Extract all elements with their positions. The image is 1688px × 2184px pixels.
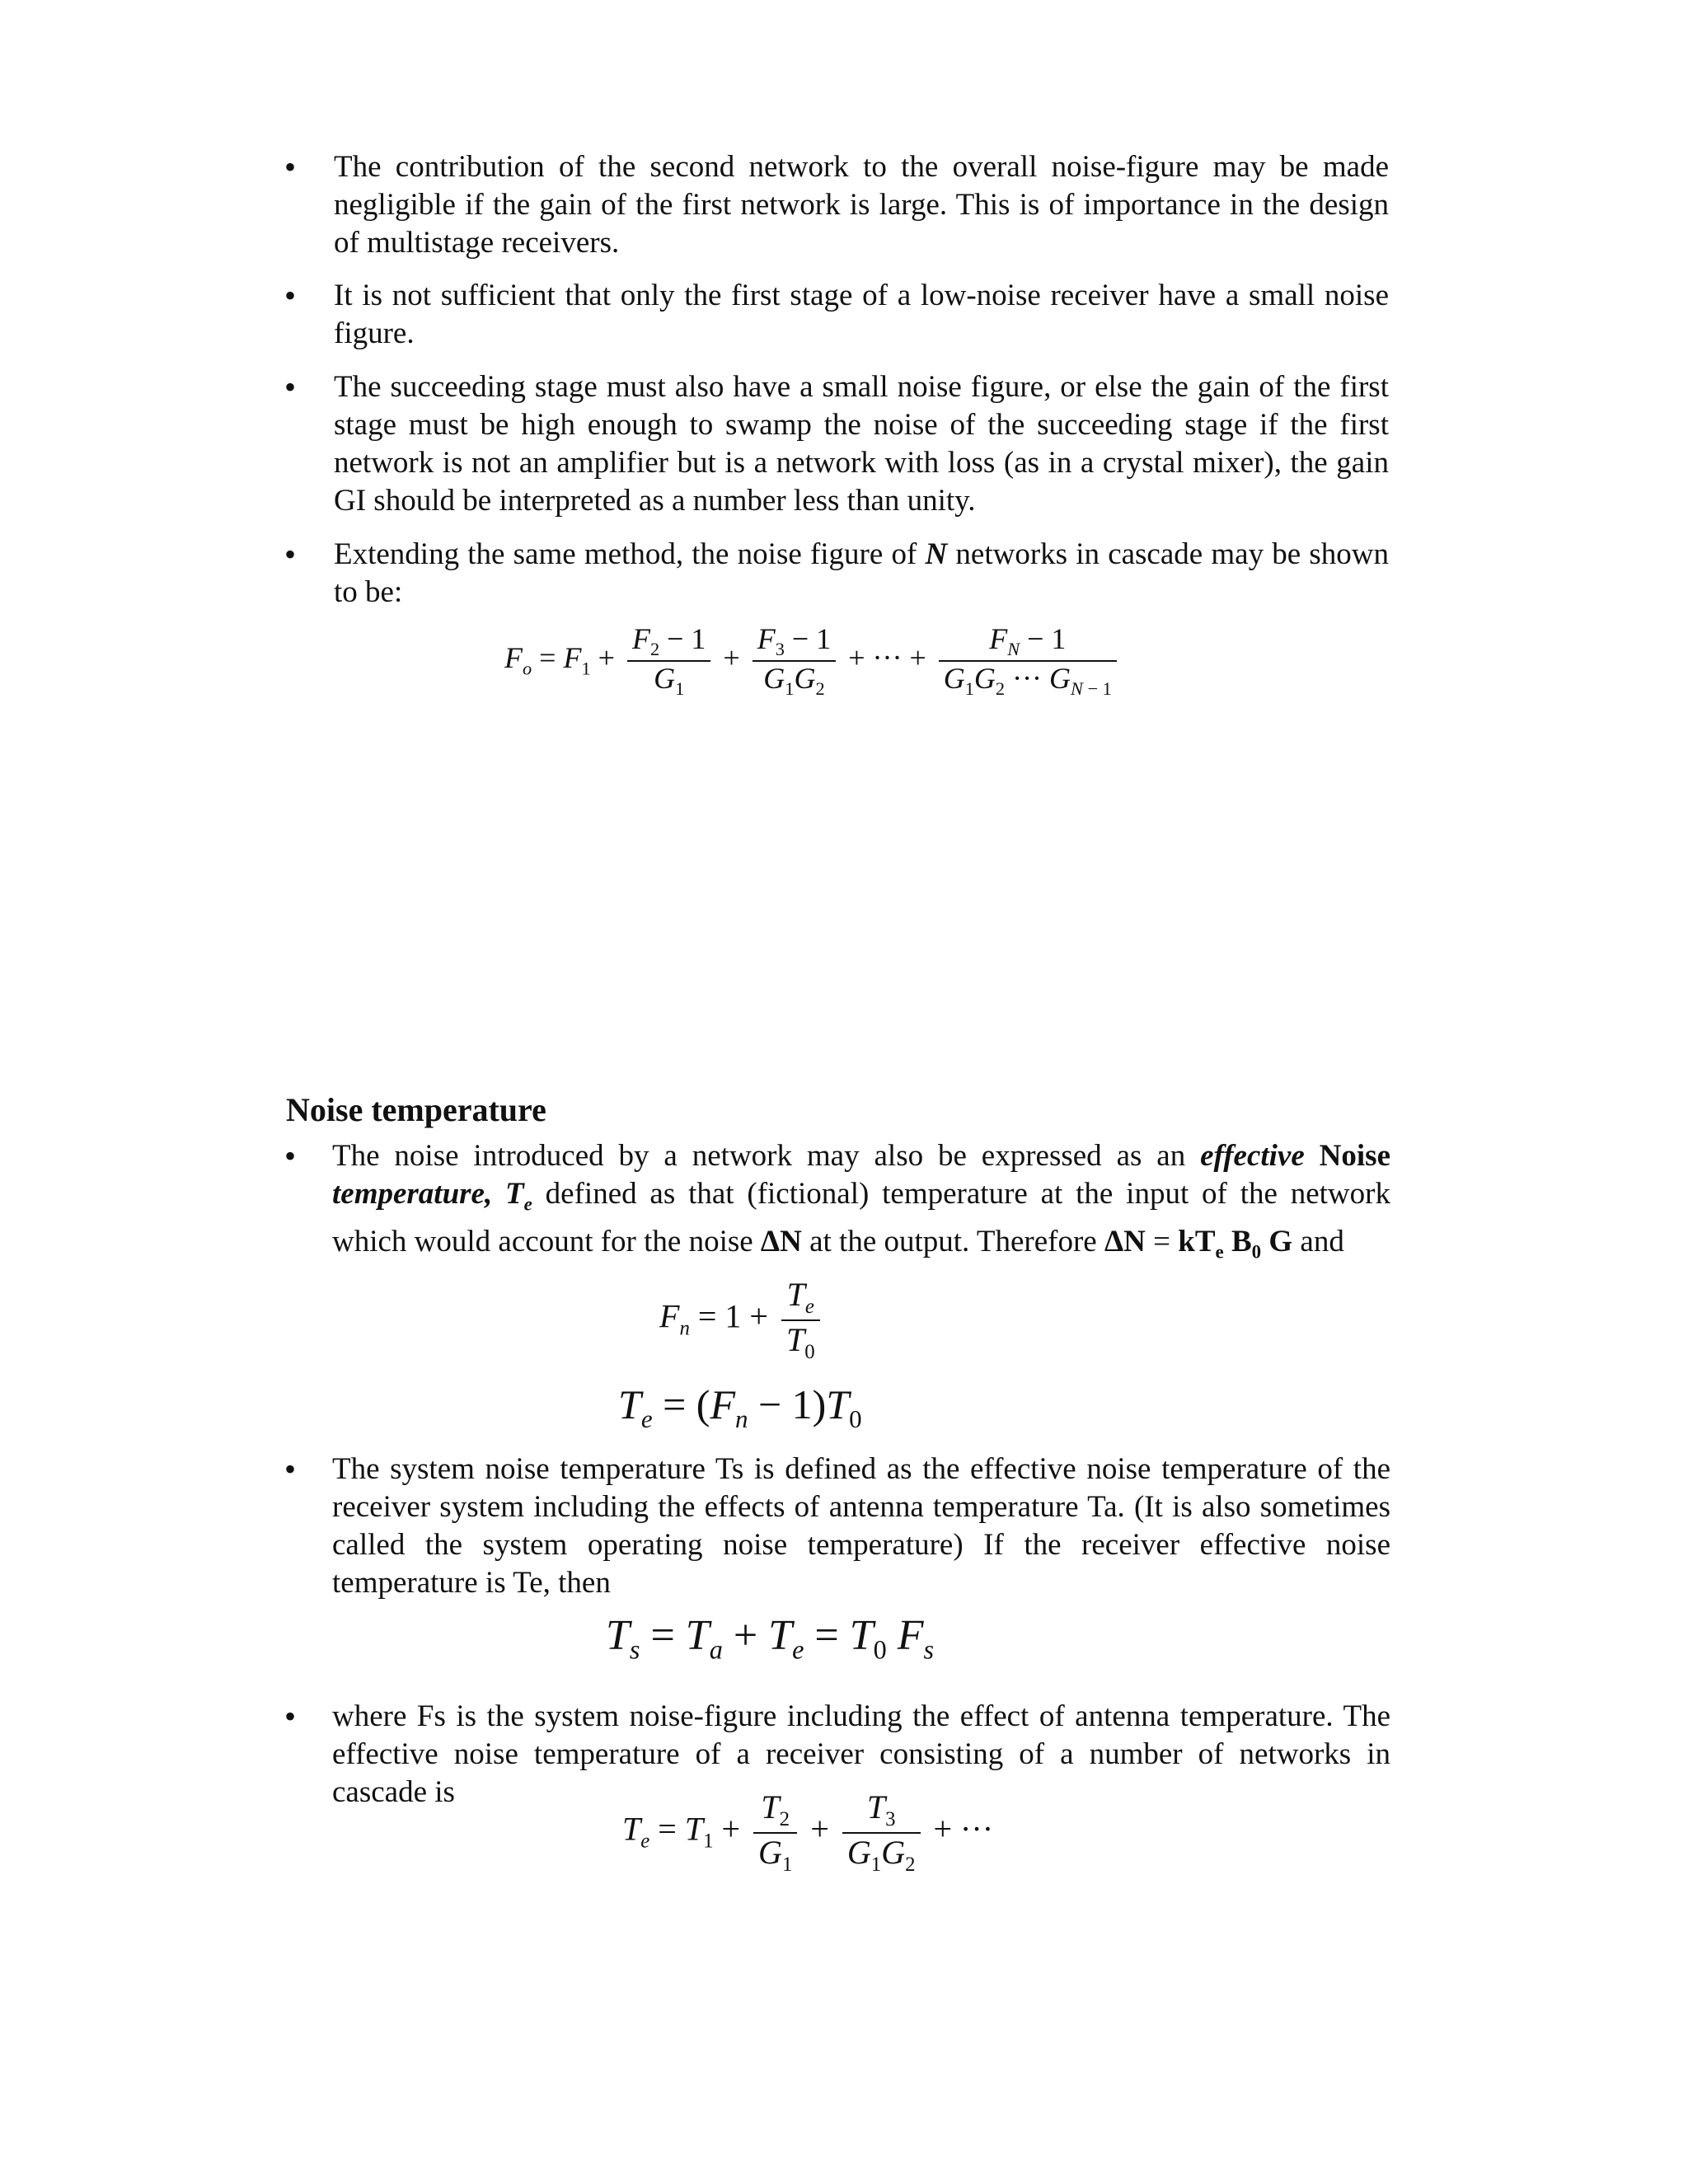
bullet-text: It is not sufficient that only the first stage of a low-noise receiver have a small noise figure. (334, 279, 1389, 350)
bullet-marker: • (284, 1451, 297, 1488)
bullet-text: The contribution of the second network to the overall noise-figure may be made negligible if the gain of the first network is large. This is of importance in the design of multistage receivers. (334, 150, 1389, 260)
cascade-noise-figure-equation: $F_o = F_1$ + $\frac{F_2 - 1}{G_1}$ + $\frac{F_3 - 1}{G_1G_2}$ + ··· + $\frac{F_N - 1}{G_1G_2 \cdot\cdot\cdot G_{N - 1}}$ (504, 622, 1122, 700)
cascade-temperature-equation: $T_e = T_1$ + $\frac{T_2}{G_1}$ + $\frac{T_3}{G_1G_2}$ + ··· (622, 1788, 994, 1876)
section-heading: Noise temperature (286, 1091, 546, 1128)
bullet-marker: • (284, 148, 297, 185)
bullet-marker: • (284, 1698, 297, 1735)
bullet-marker: • (284, 1137, 297, 1174)
bullet-marker: • (284, 277, 297, 314)
bullet-text: Extending the same method, the noise figure of N networks in cascade may be shown to be: (334, 537, 1389, 609)
system-temperature-equation: $T_s = T_a + T_e = T_0$ $F_s$ (606, 1612, 935, 1665)
bullet-text: The succeeding stage must also have a small noise figure, or else the gain of the first stage must be high enough to swamp the noise of the succeeding stage if the first network is not an amplifier but is a network with loss (as in a crystal mixer), the gain GI should be interpreted as a number less than unity. (334, 370, 1389, 518)
bullet-text: The system noise temperature Ts is defined as the effective noise temperature of the receiver system including the effects of antenna temperature Ta. (It is also sometimes called the system operating noise temperature) If the receiver effective noise temperature is Te, then (332, 1452, 1390, 1600)
bullet-marker: • (284, 536, 297, 573)
bullet-text: where Fs is the system noise-figure including the effect of antenna temperature. The effective noise temperature of a receiver consisting of a number of networks in cascade is (332, 1699, 1390, 1809)
noise-figure-temperature-equation: $F_n = 1$ + $\frac{T_e}{T_0}$ (659, 1276, 825, 1364)
bullet-marker: • (284, 368, 297, 405)
bullet-text: The noise introduced by a network may also be expressed as an effective Noise temperature, $T_e$ defined as that (fictional) temperature at the input of the network which would account for the noise ΔN at the output. Therefore $\Delta N = kT_e$ $B_0$ G and (332, 1139, 1390, 1263)
effective-temperature-equation: $T_e = (F_n - 1)T_0$ (618, 1381, 862, 1433)
